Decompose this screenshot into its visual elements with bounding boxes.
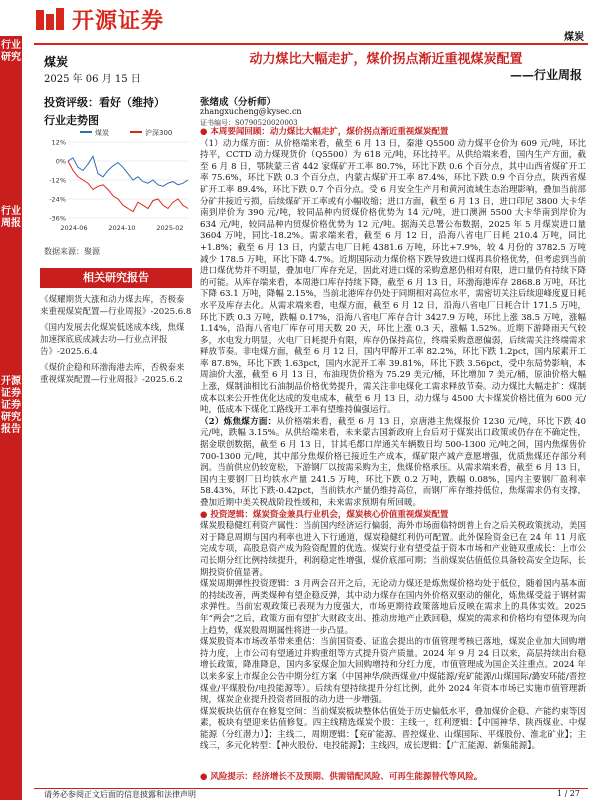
analyst-cert: 证书编号：S0790520020003 — [200, 119, 298, 127]
sidebar-top-label: 行业研究 — [1, 40, 21, 63]
x-tick-label: 2024-06 — [60, 224, 88, 232]
y-tick-label: 12% — [51, 138, 66, 147]
legend-label-0: 煤炭 — [95, 129, 109, 137]
trend-chart-title: 行业走势图 — [44, 114, 99, 127]
coking-coal-heading: （2）炼焦煤方面： — [200, 416, 277, 427]
vertical-sidebar — [0, 36, 22, 800]
paragraph-dividend-logic: 煤炭股稳健红利资产属性：当前国内经济运行偏弱，海外市场面临特朗普上台之后关税政策扰动，美国对于降息周期与国内利率也进入下行通道，煤炭稳健红利仍可配置。此外保险资金已在 24 年 11 月底完成专项，高股息资产成为险资配置的优选。煤炭行业有望受益于资本市场和产业链双重成长：上市公司长期分红比例持续提升，利润稳定性增强，煤价底部可期；当前煤炭估值低位具备较高安全边际，长期投资价值显著。 — [200, 521, 586, 578]
page-number: 1 / 27 — [556, 789, 580, 798]
investment-rating: 投资评级：看好（维持） — [44, 96, 165, 109]
related-report-3[interactable]: 《煤价企稳和环渤海港去库，否极泰来重视煤炭配置—行业周报》-2025.6.2 — [40, 363, 185, 385]
section-weekly-review-heading: ● 本周要闻回顾：动力煤比大幅走扩，煤价拐点渐近重视煤炭配置 — [200, 127, 449, 137]
y-tick-label: 0% — [55, 157, 66, 166]
header-section: 煤炭 — [564, 32, 584, 43]
y-tick-label: -36% — [49, 214, 66, 223]
related-report-2[interactable]: 《国内发展去化煤炭低迷成本线，焦煤加速探底底成减去功—行业点评报告》-2025.6.4 — [40, 323, 185, 357]
chart-source: 数据来源：聚源 — [44, 247, 100, 256]
analyst-email[interactable]: zhangxucheng@kysec.cn — [200, 107, 302, 116]
related-report-1[interactable]: 《煤耀期货大涨和动力煤去库，否极泰来重视煤炭配置—行业周报》-2025.6.8 — [40, 295, 192, 317]
x-tick-label: 2024-10 — [108, 224, 136, 232]
risk-warning: ● 风险提示：经济增长不及预期、供需错配风险、可再生能源替代等风险。 — [200, 772, 483, 782]
footer-disclaimer: 请务必参阅正文后面的信息披露和法律声明 — [44, 790, 196, 799]
report-date: 2025 年 06 月 15 日 — [44, 74, 141, 85]
paragraph-coking-coal: 从价格端来看，截至 6 月 13 日，京唐港主焦煤报价 1230 元/吨，环比下跌 40 元/吨，跌幅 3.15%。从供给端来看，未来蒙古国新政府上台后对于煤炭出口政策或仍存在不确定性，据金联创数据，截至 6 月 13 日，甘其毛都口岸通关车辆数日均 500-1300 元/吨之间，国内焦煤售价 700-1300 元/吨，其中部分焦煤价格已接近生产成本，煤矿限产减产意愿增强，优质焦煤还存部分利润。当前供应仍较宽松，下游钢厂以按需采购为主，焦煤价格承压。从需求端来看，截至 6 月 13 日，国内主要钢厂日均铁水产量 241.5 万吨，环比下跌 0.2 万吨，跌幅 0.08%，国内主要钢厂盈利率 58.43%，环比下跌-0.42pct，当前铁水产量仍维持高位，而钢厂库存维持低位，焦煤需求仍有支撑，叠加近期中美关税战阶段性缓和，未来需求预期有所回暖。 — [200, 416, 587, 508]
section-investment-logic-heading: ● 投资逻辑：煤炭资金兼具行业机会，煤炭核心价值重视煤炭配置 — [200, 509, 449, 520]
report-body — [200, 127, 586, 753]
related-reports-header: 相关研究报告 — [40, 268, 192, 288]
sidebar-middle-label: 行业周报 — [1, 206, 21, 229]
x-tick-label: 2025-02 — [156, 224, 184, 232]
paragraph-capital-market: 煤炭股资本市场改革带来重估：当前国资委、证监会提出的市值管理考核已落地，煤炭企业加大回购增持力度，上市公司有望通过并购重组等方式提升资产质量。2024 年 9 月 24 日以来，高层持续出台稳增长政策，降准降息，国内多家煤企加大回购增持和分红力度，市值管理成为国企关注重点。2024 年以来多家上市煤企公告中期分红方案（中国神华/陕西煤业/中煤能源/兖矿能源/山煤国际/潞安环能/晋控煤业/平煤股份/电投能源等）。后续有望持续提升分红比例，此外 2024 年资本市场已实施市值管理新规，煤炭企业提升投资者回报的动力进一步增强。 — [200, 637, 586, 706]
sidebar-bottom-label: 开源证券证券研究报告 — [1, 376, 21, 435]
y-tick-label: -12% — [49, 176, 66, 185]
report-subtitle: ——行业周报 — [509, 68, 582, 82]
paragraph-thermal-coal: （1）动力煤方面：从价格端来看，截至 6 月 13 日，秦港 Q5500 动力煤平仓价为 609 元/吨，环比持平，CCTD 动力煤现货价（Q5500）为 618 元/吨，环比持平。从供给端来看，国内生产方面，截至 6 月 8 日，鄂陕蒙三省 442 家煤矿开工率 80.7%，环比下跌 0.6 个百分点，其中山西省煤矿开工率 75.6%，环比下跌 0.3 个百分点，内蒙古煤矿开工率 87.4%，环比下跌 0.9 个百分点，陕西省煤矿开工率 89.4%，环比下跌 0.7 个百分点。受 6 月安全生产月和黄河流域生态治理影响，叠加当前部分矿井接近亏损，后续煤矿开工率或有小幅收缩；进口方面，截至 6 月 13 日，进口印尼 3800 大卡华南到岸价为 390 元/吨，较同品种内贸煤价格优势为 14 元/吨，进口澳洲 5500 大卡华南到岸价为 634 元/吨，较同品种内贸煤价格优势为 12 元/吨。据海关总署公布数据，2025 年 5 月煤炭进口量 3604 万吨，同比-18.2%。需求端来看，截至 6 月 12 日，沿海八省电厂日耗 210.4 万吨，同比+1.8%；截至 6 月 13 日，内蒙古电厂日耗 4381.6 万吨，环比+7.9%，较 4 月份的 3782.5 万吨减少 178.5 万吨，环比下降 4.7%。近期国际动力煤价格下跌导致进口煤再具价格优势，但考虑到当前进口煤优势并不明显，叠加电厂库存充足，因此对进口煤的采购意愿仍相对有限，进口量仍有持续下降的可能。从库存端来看，本周港口库存持续下降，截至 6 月 13 日，环渤海港库存 2868.8 万吨，环比下降 63.1 万吨，降幅 2.15%，当前北港库存仍处于同期相对高位水平，需密切关注后续迎峰度夏日耗水平及库存去化。从需求端来看，电煤方面，截至 6 月 12 日，沿海八省电厂日耗合计 171.5 万吨，环比下跌 0.3 万吨，跌幅 0.17%，沿海八省电厂库存合计 3427.9 万吨，环比上涨 38.5 万吨，涨幅 1.14%，沿海八省电厂库存可用天数 20 天，环比上涨 0.3 天，涨幅 1.52%。近期下游降雨天气较多，水电发力明显，火电厂日耗提升有限，库存仍保持高位，终端采购意愿偏弱，后续需关注终端需求释放节奏。非电煤方面，截至 6 月 12 日，国内甲醇开工率 82.2%，环比下跌 1.2pct，国内尿素开工率 87.8%，环比下跌 1.63pct，国内水泥开工率 39.81%，环比下跌 3.56pct，受中东局势影响，本周油价大涨，截至 6 月 13 日，布油现货价格为 75.29 美元/桶，环比增加 7 美元/桶，原油价格大幅上涨，煤制油相比石油制品价格优势提升，需关注非电煤化工需求释放节奏。动力煤比大幅走扩：煤制成本以来公开性优化达成的发电成本，截至 6 月 13 日，动力煤与 4500 大卡煤炭价格比值为 600 元/吨，低成本下煤化工路线开工率有望维持偏强运行。 — [200, 138, 586, 416]
paragraph-valuation: 煤炭板块估值存在修复空间：当前煤炭板块整体估值处于历史偏低水平，叠加煤价企稳、产能约束等因素，板块有望迎来估值修复。四主线精选煤炭个股：主线一，红利逻辑：【中国神华、陕西煤业、中煤能源（分红潜力）】；主线二，周期逻辑：【兖矿能源、晋控煤业、山煤国际、平煤股份、淮北矿业】；主线三，多元化转型：【神火股份、电投能源】；主线四，成长逻辑：【广汇能源、新集能源】。 — [200, 706, 586, 752]
analyst-name: 张绪成（分析师） — [200, 97, 277, 108]
series-line-1 — [68, 161, 188, 212]
industry-title: 煤炭 — [44, 55, 69, 69]
y-tick-label: -24% — [49, 195, 66, 204]
paragraph-cycle-logic: 煤炭周期弹性投资逻辑：3 月两会召开之后，无论动力煤还是炼焦煤价格均处于低位，随着国内基本面的持续改善，两类煤种有望企稳反弹，其中动力煤存在国内外价格双驱动的催化，炼焦煤受益于钢材需求弹性。当前宏观政策已表现为力度强大，市场更期待政策落地后反映在需求上的具体实效。2025 年“两会”之后，政策方面有望扩大财政支出、推动房地产止跌回稳，煤炭的需求和价格均有望体现为向上趋势，煤炭股周期属性将进一步凸显。 — [200, 579, 586, 636]
report-title: 动力煤比大幅走扩，煤价拐点渐近重视煤炭配置 — [249, 52, 523, 67]
legend-label-1: 沪深300 — [145, 129, 173, 137]
industry-trend-chart — [40, 126, 192, 238]
related-reports-list — [40, 294, 192, 390]
brand-name: 开源证券 — [72, 9, 165, 34]
header-divider — [34, 43, 588, 45]
logo-icon — [34, 6, 66, 34]
brand-logo — [34, 4, 164, 35]
